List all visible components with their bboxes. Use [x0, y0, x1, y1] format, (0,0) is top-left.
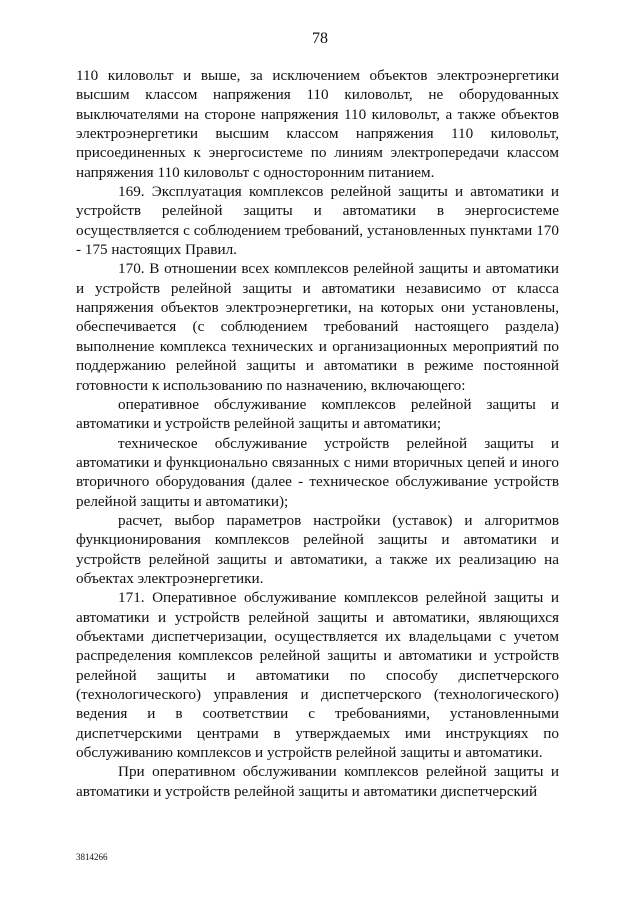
paragraph-169: 169. Эксплуатация комплексов релейной защиты и автоматики и устройств релейной защиты и автоматики в энергосистеме осуществляется с соблюдением требований, установленных пунктами 170 - 175 настоящих Правил.: [76, 183, 559, 259]
paragraph-171: 171. Оперативное обслуживание комплексов релейной защиты и автоматики и устройств релейной защиты и автоматики, являющихся объектами диспетчеризации, осуществляется их владельцами с учетом распределения комплексов релейной защиты и автоматики и устройств релейной защиты и автоматики по способу диспетчерского (технологического) управления и диспетчерского (технологического) ведения и в соответствии с требованиями, установленными диспетчерскими центрами в утверждаемых ими инструкциях по обслуживанию комплексов и устройств релейной защиты и автоматики.: [76, 589, 559, 762]
paragraph-171-continued: При оперативном обслуживании комплексов релейной защиты и автоматики и устройств релейной защиты и автоматики диспетчерский: [76, 763, 559, 800]
paragraph-170-item-settings: расчет, выбор параметров настройки (уставок) и алгоритмов функционирования комплексов релейной защиты и автоматики и устройств релейной защиты и автоматики, а также их реализацию на объектах электроэнергетики.: [76, 511, 559, 587]
document-code: 3814266: [76, 852, 108, 862]
paragraph-continuation: 110 киловольт и выше, за исключением объектов электроэнергетики высшим классом напряжения 110 киловольт, не оборудованных выключателями на стороне напряжения 110 киловольт, а также объектов электроэнергетики высшим классом напряжения 110 киловольт, присоединенных к энергосистеме по линиям электропередачи классом напряжения 110 киловольт с односторонним питанием.: [76, 67, 559, 181]
paragraph-170-item-operational: оперативное обслуживание комплексов релейной защиты и автоматики и устройств релейной защиты и автоматики;: [76, 395, 559, 433]
paragraph-170: 170. В отношении всех комплексов релейной защиты и автоматики и устройств релейной защиты и автоматики независимо от класса напряжения объектов электроэнергетики, на которых они установлены, обеспечивается (с соблюдением требований настоящего раздела) выполнение комплекса технических и организационных мероприятий по поддержанию релейной защиты и автоматики в режиме постоянной готовности к использованию по назначению, включающего:: [76, 260, 559, 394]
page-number: 78: [312, 30, 328, 47]
document-body: [76, 66, 559, 801]
paragraph-170-item-maintenance: техническое обслуживание устройств релейной защиты и автоматики и функционально связанных с ними вторичных цепей и иного вторичного оборудования (далее - техническое обслуживание устройств релейной защиты и автоматики);: [76, 434, 559, 510]
